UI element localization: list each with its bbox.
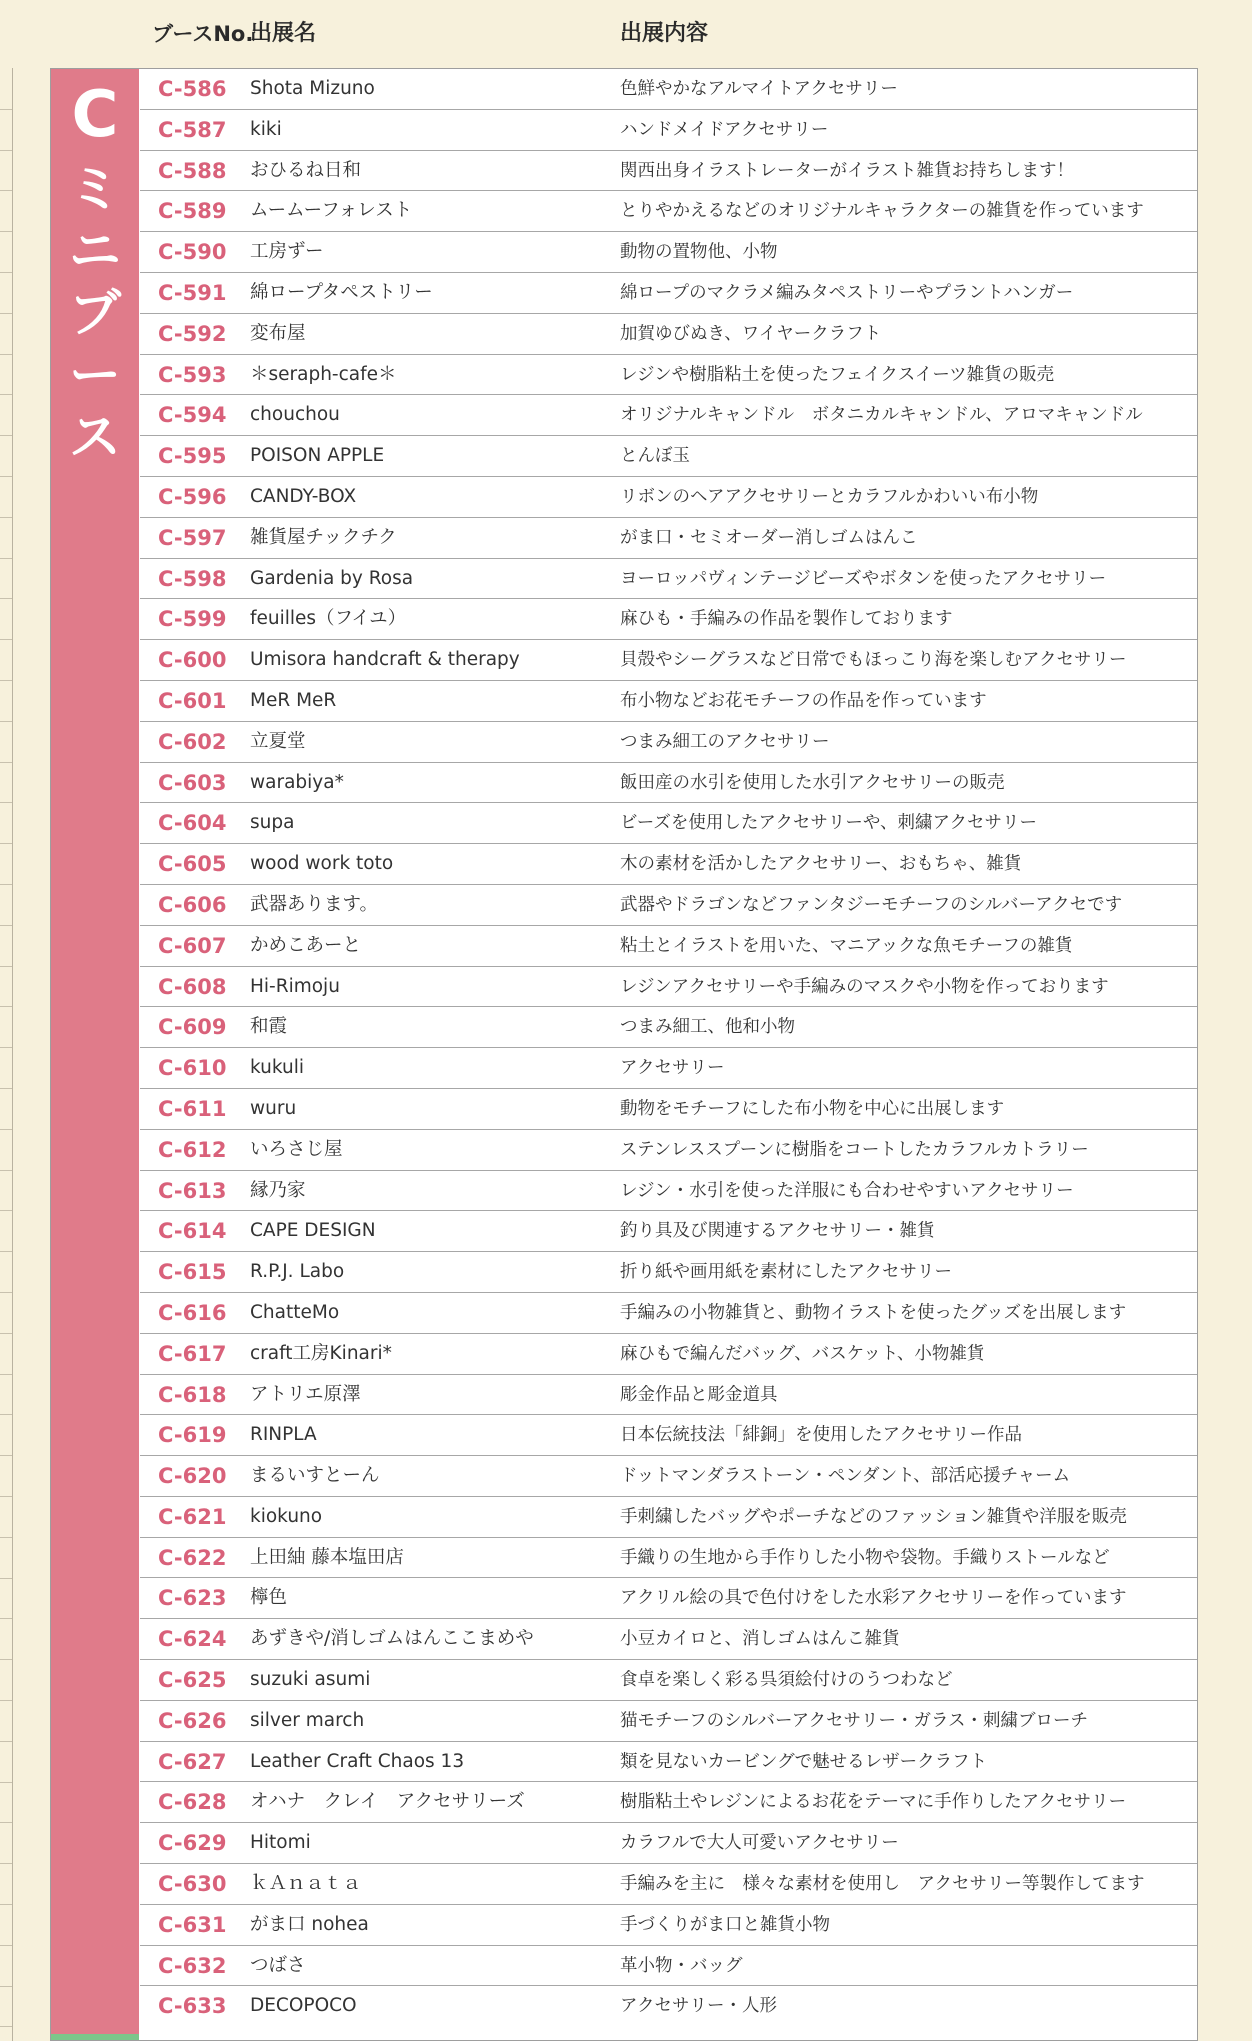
exhibitor-name: POISON APPLE — [250, 445, 385, 467]
exhibit-content: とりやかえるなどのオリジナルキャラクターの雑貨を作っています — [620, 201, 1144, 222]
exhibit-content: 武器やドラゴンなどファンタジーモチーフのシルバーアクセです — [620, 894, 1123, 915]
booth-number: C-613 — [158, 1178, 227, 1203]
booth-number: C-625 — [158, 1668, 227, 1693]
exhibitor-name: CANDY-BOX — [250, 485, 357, 507]
table-row — [140, 559, 1197, 600]
gutter-line — [0, 680, 12, 681]
exhibitor-name: Hitomi — [250, 1832, 311, 1854]
exhibit-content: 色鮮やかなアルマイトアクセサリー — [620, 79, 898, 99]
booth-number: C-589 — [158, 199, 227, 224]
booth-number: C-604 — [158, 811, 227, 836]
exhibit-content: 彫金作品と彫金道具 — [620, 1384, 778, 1405]
gutter-line — [0, 1863, 12, 1864]
exhibitor-name: Leather Craft Chaos 13 — [250, 1750, 465, 1772]
exhibitor-name: R.P.J. Labo — [250, 1261, 345, 1283]
exhibit-content: アクセサリー・人形 — [620, 1996, 777, 2017]
exhibit-content: がま口・セミオーダー消しゴムはんこ — [620, 527, 918, 548]
header-content: 出展内容 — [620, 21, 709, 46]
booth-number: C-609 — [158, 1015, 227, 1040]
exhibitor-name: wuru — [250, 1097, 297, 1119]
gutter-line — [0, 1047, 12, 1048]
gutter-line — [0, 639, 12, 640]
booth-number: C-595 — [158, 444, 227, 469]
table-row — [140, 1497, 1197, 1538]
gutter-line — [0, 1170, 12, 1171]
booth-number: C-617 — [158, 1341, 227, 1366]
exhibit-content: 手づくりがま口と雑貨小物 — [620, 1914, 830, 1935]
booth-number: C-600 — [158, 648, 227, 673]
gutter-line — [0, 109, 12, 110]
exhibit-content: レジン・水引を使った洋服にも合わせやすいアクセサリー — [620, 1180, 1074, 1201]
gutter-line — [0, 354, 12, 355]
table-row — [140, 926, 1197, 967]
table-row — [140, 1619, 1197, 1660]
table-row — [140, 1660, 1197, 1701]
gutter-line — [0, 843, 12, 844]
exhibitor-name: supa — [250, 812, 295, 834]
booth-number: C-605 — [158, 852, 227, 877]
exhibit-content: ドットマンダラストーン・ペンダント、部活応援チャーム — [620, 1466, 1071, 1487]
table-row — [140, 1864, 1197, 1905]
exhibitor-name: 立夏堂 — [250, 730, 306, 752]
gutter-line — [0, 1129, 12, 1130]
booth-number: C-602 — [158, 729, 227, 754]
booth-number: C-591 — [158, 280, 227, 305]
booth-number: C-627 — [158, 1749, 227, 1774]
exhibit-content: 木の素材を活かしたアクセサリー、おもちゃ、雑貨 — [620, 854, 1022, 875]
booth-number: C-611 — [158, 1096, 227, 1121]
table-row — [140, 1334, 1197, 1375]
exhibitor-name: DECOPOCO — [250, 1995, 357, 2017]
exhibitor-name: CAPE DESIGN — [250, 1220, 376, 1242]
exhibit-content: 動物をモチーフにした布小物を中心に出展します — [620, 1098, 1005, 1119]
exhibit-content: オリジナルキャンドル ボタニカルキャンドル、アロマキャンドル — [620, 405, 1143, 426]
exhibitor-name: オハナ クレイ アクセサリーズ — [250, 1791, 525, 1813]
gutter-line — [0, 966, 12, 967]
table-row — [140, 1415, 1197, 1456]
gutter-line — [0, 1578, 12, 1579]
gutter-line — [0, 802, 12, 803]
exhibitor-name: MeR MeR — [250, 689, 337, 711]
exhibit-content: 麻ひもで編んだバッグ、バスケット、小物雑貨 — [620, 1343, 985, 1364]
exhibit-content: レジンアクセサリーや手編みのマスクや小物を作っております — [620, 976, 1109, 997]
table-row — [140, 355, 1197, 396]
table-row — [140, 1782, 1197, 1823]
booth-number: C-631 — [158, 1912, 227, 1937]
gutter-line — [0, 1088, 12, 1089]
booth-number: C-608 — [158, 974, 227, 999]
table-row — [140, 1905, 1197, 1946]
exhibit-content: アクリル絵の具で色付けをした水彩アクセサリーを作っています — [620, 1588, 1127, 1609]
table-row — [140, 599, 1197, 640]
exhibitor-name: 縁乃家 — [250, 1179, 306, 1201]
exhibit-content: ステンレススプーンに樹脂をコートしたカラフルカトラリー — [620, 1139, 1089, 1160]
exhibitor-name: かめこあーと — [250, 934, 362, 956]
exhibitor-name: ムームーフォレスト — [250, 200, 413, 222]
booth-number: C-614 — [158, 1219, 227, 1244]
booth-number: C-599 — [158, 607, 227, 632]
booth-number: C-590 — [158, 240, 227, 265]
table-row — [140, 69, 1197, 110]
booth-number: C-607 — [158, 933, 227, 958]
booth-number: C-593 — [158, 362, 227, 387]
exhibit-content: とんぼ玉 — [620, 446, 690, 467]
exhibit-content: つまみ細工のアクセサリー — [620, 731, 830, 752]
table-row — [140, 803, 1197, 844]
gutter-line — [0, 190, 12, 191]
table-row — [140, 885, 1197, 926]
booth-number: C-612 — [158, 1137, 227, 1162]
exhibitor-name: 上田紬 藤本塩田店 — [250, 1546, 404, 1568]
booth-number: C-626 — [158, 1708, 227, 1733]
exhibitor-name: おひるね日和 — [250, 159, 362, 181]
booth-number: C-598 — [158, 566, 227, 591]
booth-number: C-615 — [158, 1260, 227, 1285]
booth-number: C-621 — [158, 1504, 227, 1529]
gutter-line — [0, 1782, 12, 1783]
table-row — [140, 1986, 1197, 2027]
category-band-foot — [51, 2034, 139, 2040]
gutter-line — [0, 1292, 12, 1293]
exhibit-content: 手編みを主に 様々な素材を使用し アクセサリー等製作してます — [620, 1874, 1145, 1895]
gutter-line — [0, 150, 12, 151]
booth-number: C-610 — [158, 1056, 227, 1081]
category-letter: C — [71, 78, 119, 152]
gutter-line — [0, 721, 12, 722]
gutter-line — [0, 394, 12, 395]
table-row — [140, 1578, 1197, 1619]
table-row — [140, 518, 1197, 559]
category-title: ミ ニ ブ ー ス — [68, 160, 121, 468]
booth-number: C-618 — [158, 1382, 227, 1407]
gutter-line — [0, 1006, 12, 1007]
exhibit-content: 日本伝統技法「緋銅」を使用したアクセサリー作品 — [620, 1425, 1022, 1446]
exhibit-content: リボンのヘアアクセサリーとカラフルかわいい布小物 — [620, 486, 1039, 507]
exhibitor-name: kukuli — [250, 1057, 305, 1079]
booth-number: C-620 — [158, 1464, 227, 1489]
gutter-line — [0, 762, 12, 763]
table-row — [140, 314, 1197, 355]
gutter-line — [0, 1251, 12, 1252]
gutter-line — [0, 925, 12, 926]
table-row — [140, 191, 1197, 232]
gutter-line — [0, 476, 12, 477]
table-row — [140, 681, 1197, 722]
table-row — [140, 1007, 1197, 1048]
exhibit-content: 貝殻やシーグラスなど日常でもほっこり海を楽しむアクセサリー — [620, 650, 1127, 671]
gutter-line — [0, 1945, 12, 1946]
exhibit-content: レジンや樹脂粘土を使ったフェイクスイーツ雑貨の販売 — [620, 364, 1055, 385]
booth-number: C-596 — [158, 484, 227, 509]
category-band — [51, 69, 139, 2040]
exhibitor-name: 檸色 — [250, 1587, 288, 1609]
table-row — [140, 232, 1197, 273]
exhibit-content: カラフルで大人可愛いアクセサリー — [620, 1833, 899, 1854]
exhibitor-name: wood work toto — [250, 853, 394, 875]
table-row — [140, 1293, 1197, 1334]
gutter-line — [0, 884, 12, 885]
table-row — [140, 436, 1197, 477]
exhibit-content: 小豆カイロと、消しゴムはんこ雑貨 — [620, 1629, 900, 1650]
header-name: 出展名 — [250, 21, 317, 46]
gutter-line — [0, 1496, 12, 1497]
exhibit-content: 加賀ゆびぬき、ワイヤークラフト — [620, 323, 882, 344]
exhibit-content: 関西出身イラストレーターがイラスト雑貨お持ちします！ — [620, 160, 1074, 181]
gutter-line — [0, 2026, 12, 2027]
gutter-line — [0, 1618, 12, 1619]
exhibitor-name: craft工房Kinari* — [250, 1342, 392, 1364]
booth-number: C-622 — [158, 1545, 227, 1570]
exhibitor-name: ｋＡｎａｔａ — [250, 1873, 362, 1895]
gutter-line — [0, 1210, 12, 1211]
gutter-line — [0, 272, 12, 273]
exhibitor-name: Gardenia by Rosa — [250, 567, 414, 589]
exhibit-content: 粘土とイラストを用いた、マニアックな魚モチーフの雑貨 — [620, 935, 1073, 956]
gutter-line — [0, 313, 12, 314]
exhibitor-name: アトリエ原澤 — [250, 1383, 361, 1405]
booth-number: C-601 — [158, 688, 227, 713]
booth-number: C-632 — [158, 1953, 227, 1978]
table-row — [140, 967, 1197, 1008]
booth-number: C-624 — [158, 1627, 227, 1652]
exhibit-content: つまみ細工、他和小物 — [620, 1017, 795, 1038]
booth-number: C-594 — [158, 403, 227, 428]
left-margin-rule — [0, 68, 13, 2041]
gutter-line — [0, 1537, 12, 1538]
table-row — [140, 1701, 1197, 1742]
booth-number: C-629 — [158, 1831, 227, 1856]
exhibit-content: 手織りの生地から手作りした小物や袋物。手織りストールなど — [620, 1547, 1110, 1568]
booth-number: C-606 — [158, 892, 227, 917]
exhibitor-name: 変布屋 — [250, 322, 306, 344]
exhibitor-name: 武器あります。 — [250, 893, 379, 915]
booth-number: C-623 — [158, 1586, 227, 1611]
table-row — [140, 640, 1197, 681]
table-row — [140, 1130, 1197, 1171]
exhibit-content: 綿ロープのマクラメ編みタペストリーやプラントハンガー — [620, 282, 1074, 303]
gutter-line — [0, 1659, 12, 1660]
table-row — [140, 1946, 1197, 1987]
gutter-line — [0, 1414, 12, 1415]
table-row — [140, 1456, 1197, 1497]
table-row — [140, 1375, 1197, 1416]
exhibit-content: 手刺繍したバッグやポーチなどのファッション雑貨や洋服を販売 — [620, 1506, 1127, 1527]
table-row — [140, 1742, 1197, 1783]
exhibitor-name: feuilles（フイユ） — [250, 608, 407, 630]
exhibit-content: 折り紙や画用紙を素材にしたアクセサリー — [620, 1262, 952, 1283]
exhibit-content: 手編みの小物雑貨と、動物イラストを使ったグッズを出展します — [620, 1302, 1127, 1323]
booth-number: C-587 — [158, 117, 227, 142]
booth-number: C-586 — [158, 77, 227, 101]
exhibit-content: 飯田産の水引を使用した水引アクセサリーの販売 — [620, 772, 1005, 793]
booth-number: C-630 — [158, 1872, 227, 1897]
booth-number: C-633 — [158, 1994, 227, 2019]
table-row — [140, 477, 1197, 518]
exhibitor-name: suzuki asumi — [250, 1669, 371, 1691]
table-row — [140, 151, 1197, 192]
booth-number: C-592 — [158, 321, 227, 346]
exhibit-content: 類を見ないカービングで魅せるレザークラフト — [620, 1751, 988, 1772]
booth-number: C-597 — [158, 525, 227, 550]
gutter-line — [0, 1374, 12, 1375]
exhibit-content: 布小物などお花モチーフの作品を作っています — [620, 690, 987, 711]
booth-number: C-603 — [158, 770, 227, 795]
exhibitor-name: がま口 nohea — [250, 1913, 369, 1935]
table-row — [140, 1252, 1197, 1293]
gutter-line — [0, 1822, 12, 1823]
exhibit-content: 食卓を楽しく彩る呉須絵付けのうつわなど — [620, 1670, 953, 1691]
table-row — [140, 1171, 1197, 1212]
exhibit-content: 釣り具及び関連するアクセサリー・雑貨 — [620, 1221, 935, 1242]
booth-number: C-616 — [158, 1300, 227, 1325]
booth-number: C-588 — [158, 158, 227, 183]
exhibitor-name: まるいすとーん — [250, 1465, 380, 1487]
exhibitor-name: warabiya* — [250, 771, 344, 793]
table-row — [140, 1211, 1197, 1252]
booth-table — [50, 68, 1198, 2041]
exhibitor-name: kiokuno — [250, 1505, 323, 1527]
exhibit-content: アクセサリー — [620, 1058, 725, 1079]
table-row — [140, 273, 1197, 314]
exhibitor-name: ＊seraph-cafe＊ — [250, 363, 397, 385]
table-row — [140, 395, 1197, 436]
gutter-line — [0, 1986, 12, 1987]
gutter-line — [0, 517, 12, 518]
gutter-line — [0, 1904, 12, 1905]
exhibitor-name: kiki — [250, 118, 282, 140]
exhibitor-name: あずきや/消しゴムはんここまめや — [250, 1628, 534, 1650]
gutter-line — [0, 1700, 12, 1701]
exhibit-content: 革小物・バッグ — [620, 1955, 743, 1976]
exhibitor-name: Hi-Rimoju — [250, 975, 340, 997]
table-row — [140, 1823, 1197, 1864]
exhibit-content: ヨーロッパヴィンテージビーズやボタンを使ったアクセサリー — [620, 568, 1107, 589]
exhibitor-name: いろさじ屋 — [250, 1138, 343, 1160]
gutter-line — [0, 1741, 12, 1742]
exhibit-content: ビーズを使用したアクセサリーや、刺繍アクセサリー — [620, 813, 1038, 834]
exhibitor-name: 工房ずー — [250, 241, 324, 263]
table-row — [140, 844, 1197, 885]
exhibitor-name: 和霞 — [250, 1016, 288, 1038]
table-row — [140, 763, 1197, 804]
gutter-line — [0, 435, 12, 436]
gutter-line — [0, 231, 12, 232]
table-row — [140, 110, 1197, 151]
gutter-line — [0, 1455, 12, 1456]
exhibitor-name: 雑貨屋チックチク — [250, 526, 397, 548]
gutter-line — [0, 1333, 12, 1334]
header-booth-no: ブースNo. — [152, 22, 254, 46]
exhibit-content: ハンドメイドアクセサリー — [620, 119, 829, 140]
gutter-line — [0, 558, 12, 559]
booth-number: C-619 — [158, 1423, 227, 1448]
gutter-line — [0, 598, 12, 599]
exhibitor-name: Umisora handcraft & therapy — [250, 649, 520, 671]
booth-number: C-628 — [158, 1790, 227, 1815]
table-row — [140, 722, 1197, 763]
exhibitor-name: chouchou — [250, 404, 340, 426]
exhibitor-name: 綿ロープタペストリー — [250, 281, 433, 303]
exhibit-content: 猫モチーフのシルバーアクセサリー・ガラス・刺繍ブローチ — [620, 1710, 1089, 1731]
exhibitor-name: RINPLA — [250, 1424, 317, 1446]
exhibitor-name: Shota Mizuno — [250, 78, 375, 99]
exhibitor-name: つばさ — [250, 1954, 306, 1976]
exhibit-content: 樹脂粘土やレジンによるお花をテーマに手作りしたアクセサリー — [620, 1792, 1127, 1813]
exhibitor-name: ChatteMo — [250, 1301, 340, 1323]
table-row — [140, 1538, 1197, 1579]
exhibit-content: 麻ひも・手編みの作品を製作しております — [620, 609, 953, 630]
exhibitor-name: silver march — [250, 1709, 365, 1731]
exhibit-content: 動物の置物他、小物 — [620, 242, 778, 263]
table-row — [140, 1048, 1197, 1089]
booth-rows — [140, 69, 1197, 2027]
table-row — [140, 1089, 1197, 1130]
